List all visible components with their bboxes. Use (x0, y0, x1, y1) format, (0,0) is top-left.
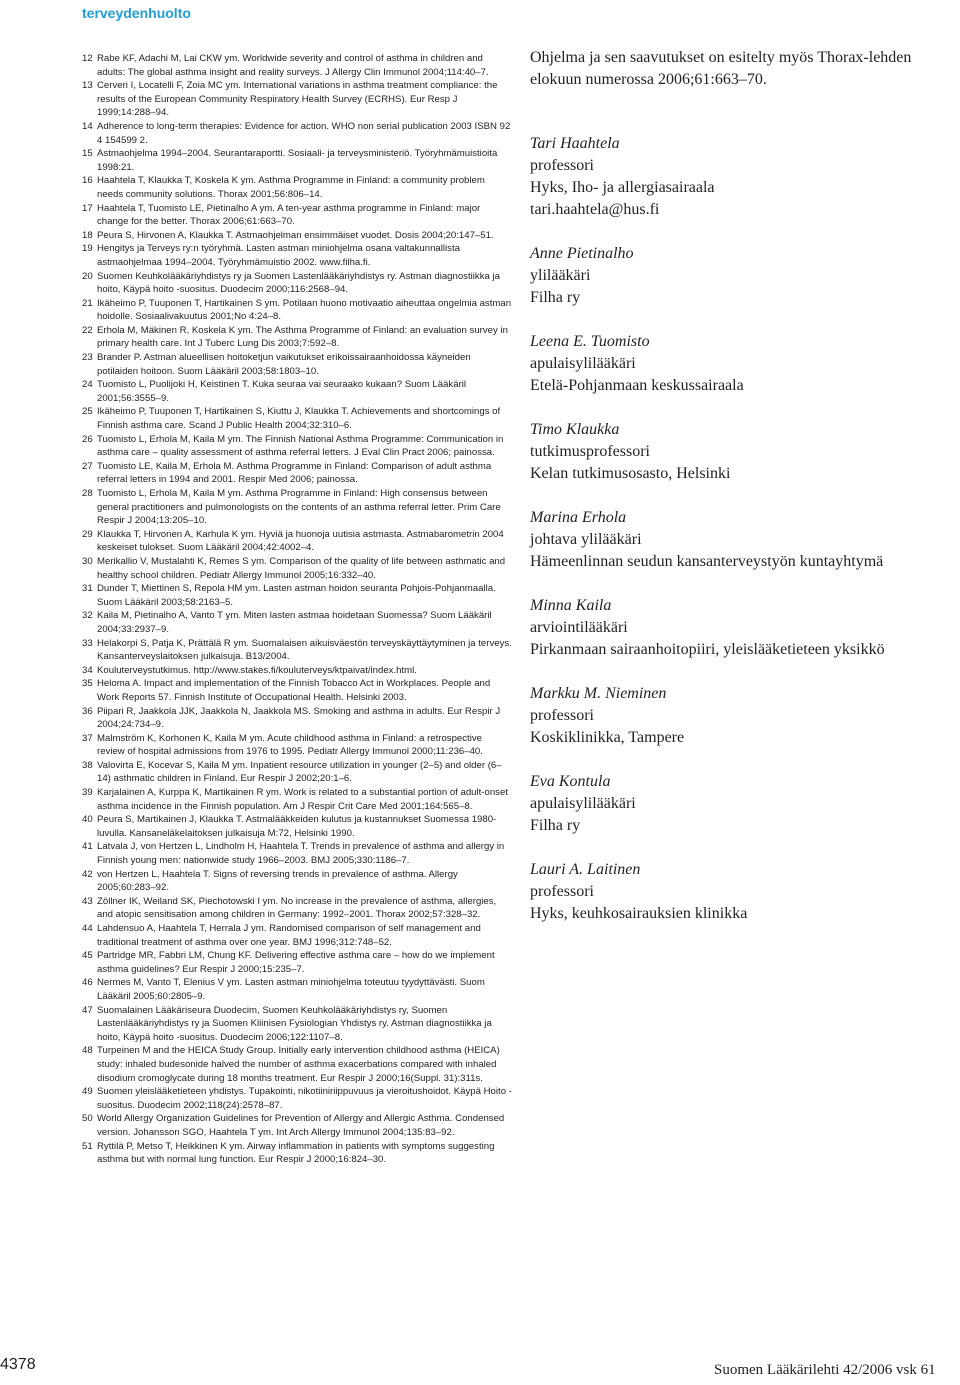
author-title: professori (530, 157, 594, 174)
reference-text: Peura S, Hirvonen A, Klaukka T. Astmaohjelman ensimmäiset vuodet. Dosis 2004;20:147–51. (97, 229, 494, 241)
reference-number: 15 (82, 148, 93, 160)
author-block (530, 683, 958, 749)
reference-number: 32 (82, 610, 93, 622)
reference-item (82, 351, 512, 378)
reference-number: 14 (82, 120, 93, 132)
reference-number: 21 (82, 297, 93, 309)
reference-text: Erhola M, Mäkinen R, Koskela K ym. The Asthma Programme of Finland: an evaluation survey in primary health care. Int J Tuberc Lung Dis 2003;7:592–8. (97, 324, 508, 350)
author-org: Pirkanmaan sairaanhoitopiiri, yleislääketieteen yksikkö (530, 641, 885, 658)
reference-number: 45 (82, 950, 93, 962)
reference-item (82, 460, 512, 487)
reference-item (82, 1085, 512, 1112)
reference-item (82, 1044, 512, 1085)
reference-text: Tuomisto L, Puolijoki H, Keistinen T. Kuka seuraa vai seuraako kukaan? Suom Lääkäril 2001;56:3555–9. (97, 379, 467, 404)
reference-item (82, 840, 512, 867)
author-title: apulaisylilääkäri (530, 795, 636, 812)
reference-text: Hengitys ja Terveys ry:n työryhmä. Lasten astman miniohjelma osana valtakunnallista astmaohjelmaa 1994–2004. Työryhmämuistio 2002. www.filha.fi. (97, 243, 460, 268)
reference-text: Astmaohjelma 1994–2004. Seurantaraportti. Sosiaali- ja terveysministeriö. Työryhmämuistioita 1998:21. (97, 148, 498, 173)
reference-text: Tuomisto L, Erhola M, Kaila M ym. The Finnish National Asthma Programme: Communication in asthma care – quality assessment of asthma referral letters. J Eval Clin Pract 2006; painossa. (97, 433, 504, 459)
reference-text: Nermes M, Vanto T, Elenius V ym. Lasten astman miniohjelma toteutuu tyydyttävästi. Suom Lääkäril 2005;60:2805–9. (97, 977, 485, 1002)
reference-number: 46 (82, 977, 93, 989)
reference-text: Ikäheimo P, Tuuponen T, Hartikainen S ym. Potilaan huono motivaatio aiheuttaa ongelmia astman hoidolle. Sosiaalivakuutus 2001;No 4:24–8. (97, 297, 512, 323)
reference-text: Tuomisto LE, Kaila M, Erhola M. Asthma Programme in Finland: Comparison of adult asthma referral letters in 1994 and 2001. Respir Med 2006; painossa. (97, 460, 492, 486)
author-org: Filha ry (530, 289, 581, 306)
reference-item (82, 120, 512, 147)
reference-number: 26 (82, 433, 93, 445)
reference-item (82, 976, 512, 1003)
author-org: Hämeenlinnan seudun kansanterveystyön kuntayhtymä (530, 553, 884, 570)
section-header: terveydenhuolto (82, 5, 191, 21)
reference-item (82, 324, 512, 351)
author-name: Leena E. Tuomisto (530, 333, 650, 350)
reference-number: 13 (82, 80, 93, 92)
reference-item (82, 609, 512, 636)
reference-number: 18 (82, 229, 93, 241)
author-title: apulaisylilääkäri (530, 355, 636, 372)
reference-number: 47 (82, 1004, 93, 1016)
author-title: professori (530, 883, 594, 900)
reference-text: Haahtela T, Klaukka T, Koskela K ym. Asthma Programme in Finland: a community problem needs community solutions. Thorax 2001;56:806–14. (97, 175, 485, 200)
reference-number: 35 (82, 678, 93, 690)
reference-item (82, 79, 512, 120)
reference-item (82, 555, 512, 582)
right-column (530, 47, 958, 947)
reference-number: 43 (82, 895, 93, 907)
reference-number: 41 (82, 841, 93, 853)
reference-number: 39 (82, 787, 93, 799)
reference-item (82, 949, 512, 976)
reference-text: Piipari R, Jaakkola JJK, Jaakkola N, Jaakkola MS. Smoking and asthma in adults. Eur Respir J 2004;24:734–9. (97, 705, 501, 731)
reference-item (82, 147, 512, 174)
reference-text: Haahtela T, Tuomisto LE, Pietinalho A ym. A ten-year asthma programme in Finland: major change for the better. Thorax 2006;61:663–70. (97, 202, 481, 228)
reference-number: 16 (82, 175, 93, 187)
reference-number: 36 (82, 705, 93, 717)
reference-text: Ryttilä P, Metso T, Heikkinen K ym. Airway inflammation in patients with symptoms suggesting asthma but with normal lung function. Eur Respir J 2000;16:824–30. (97, 1140, 495, 1166)
reference-item (82, 52, 512, 79)
reference-number: 24 (82, 379, 93, 391)
reference-number: 37 (82, 732, 93, 744)
author-org: Filha ry (530, 817, 581, 834)
reference-number: 28 (82, 488, 93, 499)
author-block (530, 859, 958, 925)
reference-number: 30 (82, 555, 93, 567)
reference-item (82, 433, 512, 460)
reference-text: Merikallio V, Mustalahti K, Remes S ym. Comparison of the quality of life between asthmatic and healthy school children. Pediatr Allergy Immunol 2005;16:332–40. (97, 555, 506, 581)
reference-text: Valovirta E, Kocevar S, Kaila M ym. Inpatient resource utilization in younger (2–5) and older (6–14) asthmatic children in Finland. Eur Respir J 2002;20:1–6. (97, 759, 502, 785)
reference-item (82, 637, 512, 664)
reference-item (82, 378, 512, 405)
author-title: professori (530, 707, 594, 724)
author-name: Minna Kaila (530, 597, 612, 614)
author-name: Marina Erhola (530, 509, 627, 526)
reference-item (82, 487, 512, 528)
reference-number: 22 (82, 324, 93, 336)
journal-footer: Suomen Lääkärilehti 42/2006 vsk 61 (714, 1362, 936, 1378)
author-block (530, 133, 958, 221)
reference-text: von Hertzen L, Haahtela T. Signs of reversing trends in prevalence of asthma. Allergy 2005;60:283–92. (97, 868, 458, 894)
reference-number: 48 (82, 1045, 93, 1057)
reference-number: 49 (82, 1086, 93, 1098)
reference-text: Tuomisto L, Erhola M, Kaila M ym. Asthma Programme in Finland: High consensus between general practitioners and pulmonologists on the contents of an asthma referral letter. Prim Care Respir J 2004;13:205–10. (97, 488, 501, 527)
author-block (530, 507, 958, 573)
author-org: Koskiklinikka, Tampere (530, 729, 685, 746)
reference-number: 51 (82, 1140, 93, 1152)
reference-item (82, 405, 512, 432)
reference-item (82, 582, 512, 609)
reference-number: 27 (82, 460, 93, 472)
reference-text: Kouluterveystutkimus. http://www.stakes.fi/kouluterveys/ktpaivat/index.html. (97, 664, 417, 676)
reference-text: Karjalainen A, Kurppa K, Martikainen R ym. Work is related to a substantial portion of adult-onset asthma incidence in the Finnish population. Am J Respir Crit Care Med 2001;164:565–8. (97, 787, 508, 812)
reference-number: 34 (82, 664, 93, 676)
reference-text: Cerveri I, Locatelli F, Zoia MC ym. International variations in asthma treatment compliance: the results of the European Community Respiratory Health Survey (ECRHS). Eur Resp J 1999;14:288–94. (97, 80, 498, 119)
reference-text: Suomen yleislääketieteen yhdistys. Tupakointi, nikotiiniriippuvuus ja vieroitushoidot. Käypä Hoito -suositus. Duodecim 2002;118(24):2578–87. (97, 1086, 512, 1111)
reference-item (82, 1140, 512, 1167)
reference-item (82, 813, 512, 840)
reference-text: Partridge MR, Fabbri LM, Chung KF. Delivering effective asthma care – how do we implement asthma guidelines? Eur Respir J 2000;15:235–7. (97, 950, 495, 975)
author-name: Tari Haahtela (530, 135, 620, 152)
reference-item (82, 297, 512, 324)
reference-item (82, 868, 512, 895)
reference-text: Suomen Keuhkolääkäriyhdistys ry ja Suomen Lastenlääkäriyhdistys ry. Astman diagnostiikka ja hoito, Käypä hoito -suositus. Duodecim 2000;116:2568–94. (97, 270, 500, 296)
author-name: Timo Klaukka (530, 421, 620, 438)
reference-number: 50 (82, 1113, 93, 1125)
reference-number: 19 (82, 243, 93, 255)
reference-text: Peura S, Martikainen J, Klaukka T. Astmalääkkeiden kulutus ja kustannukset Suomessa 1980-luvulla. Kansaneläkelaitoksen julkaisuja M:72, Helsinki 1990. (97, 814, 497, 839)
reference-item (82, 202, 512, 229)
reference-text: Turpeinen M and the HEICA Study Group. Initially early intervention childhood asthma (HEICA) study: inhaled budesonide halved the number of asthma exacerbations compared with inhaled disodium cromoglycate during 18 months treatment. Eur Respir J 2000;16(Suppl. 31):311s. (97, 1045, 500, 1084)
reference-item (82, 1112, 512, 1139)
author-list (530, 133, 958, 925)
reference-text: Heloma A. Impact and implementation of the Finnish Tobacco Act in Workplaces. People and Work Reports 57. Finnish Institute of Occupational Health. Helsinki 2003. (97, 678, 491, 703)
author-block (530, 419, 958, 485)
author-name: Lauri A. Laitinen (530, 861, 641, 878)
reference-text: Zöllner IK, Weiland SK, Piechotowski I ym. No increase in the prevalence of asthma, allergies, and atopic sensitisation among children in Germany: 1992–2001. Thorax 2002;57:328–32. (97, 895, 497, 921)
author-name: Eva Kontula (530, 773, 611, 790)
author-title: johtava ylilääkäri (530, 531, 642, 548)
reference-number: 40 (82, 814, 93, 826)
reference-item (82, 1004, 512, 1045)
reference-number: 12 (82, 53, 93, 64)
reference-text: Adherence to long-term therapies: Evidence for action. WHO non serial publication 2003 ISBN 92 4 154599 2. (97, 120, 511, 146)
reference-item (82, 664, 512, 678)
author-block (530, 595, 958, 661)
reference-list (82, 52, 512, 1167)
reference-item (82, 229, 512, 243)
reference-number: 29 (82, 528, 93, 540)
reference-text: Helakorpi S, Patja K, Prättälä R ym. Suomalaisen aikuisväestön terveyskäyttäytyminen ja terveys. Kansanterveyslaitoksen julkaisuja. B13/2004. (97, 637, 512, 663)
reference-number: 20 (82, 270, 93, 282)
reference-number: 38 (82, 759, 93, 771)
author-name: Anne Pietinalho (530, 245, 634, 262)
reference-number: 33 (82, 637, 93, 649)
reference-number: 23 (82, 352, 93, 364)
reference-item (82, 705, 512, 732)
author-block (530, 771, 958, 837)
reference-text: Malmström K, Korhonen K, Kaila M ym. Acute childhood asthma in Finland: a retrospective review of hospital admissions from 1976 to 1995. Pediatr Allergy Immunol 2000;11:236–40. (97, 732, 483, 758)
reference-text: Brander P. Astman alueellisen hoitoketjun vaikutukset erikoissairaanhoidossa käyneiden potilaiden hoitoon. Suom Lääkäril 2003;58:1803–10. (97, 352, 471, 377)
reference-item (82, 759, 512, 786)
page-number: 4378 (0, 1356, 36, 1373)
reference-item (82, 786, 512, 813)
reference-text: Rabe KF, Adachi M, Lai CKW ym. Worldwide severity and control of asthma in children and adults: The global asthma insight and reality surveys. J Allergy Clin Immunol 2004;114:40–7. (97, 53, 489, 78)
author-email: tari.haahtela@hus.fi (530, 201, 660, 218)
author-block (530, 331, 958, 397)
author-title: ylilääkäri (530, 267, 591, 284)
reference-number: 17 (82, 202, 93, 214)
reference-text: Klaukka T, Hirvonen A, Karhula K ym. Hyviä ja huonoja uutisia astmasta. Astmabarometrin 2004 keskeiset tulokset. Suom Lääkäril 2004;42:4002–4. (97, 528, 504, 554)
author-name: Markku M. Nieminen (530, 685, 667, 702)
reference-number: 44 (82, 923, 93, 934)
author-block (530, 243, 958, 309)
author-org: Hyks, Iho- ja allergiasairaala (530, 179, 715, 196)
reference-item (82, 528, 512, 555)
author-title: tutkimusprofessori (530, 443, 650, 460)
reference-text: Lahdensuo A, Haahtela T, Herrala J ym. Randomised comparison of self management and traditional treatment of asthma over one year. BMJ 1996;312:748–52. (97, 923, 481, 948)
reference-text: Kaila M, Pietinalho A, Vanto T ym. Miten lasten astmaa hoidetaan Suomessa? Suom Lääkäril 2004;33:2937–9. (97, 610, 492, 635)
reference-number: 25 (82, 406, 93, 418)
reference-number: 31 (82, 583, 93, 595)
reference-item (82, 895, 512, 922)
reference-item (82, 242, 512, 269)
author-org: Kelan tutkimusosasto, Helsinki (530, 465, 731, 482)
reference-item (82, 174, 512, 201)
reference-text: Ikäheimo P, Tuuponen T, Hartikainen S, Kiuttu J, Klaukka T. Achievements and shortcomings of Finnish asthma care. Scand J Public Health 2004;32:310–6. (97, 406, 501, 432)
reference-number: 42 (82, 868, 93, 880)
reference-item (82, 270, 512, 297)
intro-paragraph: Ohjelma ja sen saavutukset on esitelty myös Thorax-lehden elokuun numerossa 2006;61:663–70. (530, 49, 912, 88)
reference-text: Latvala J, von Hertzen L, Lindholm H, Haahtela T. Trends in prevalence of asthma and allergy in Finnish young men: nationwide study 1966–2003. BMJ 2005;330:1186–7. (97, 841, 505, 867)
reference-item (82, 732, 512, 759)
author-title: arviointilääkäri (530, 619, 628, 636)
reference-item (82, 922, 512, 949)
author-org: Etelä-Pohjanmaan keskussairaala (530, 377, 744, 394)
reference-text: Dunder T, Miettinen S, Repola HM ym. Lasten astman hoidon seuranta Pohjois-Pohjanmaalla. Suom Lääkäril 2003;58:2163–5. (97, 583, 496, 608)
reference-text: World Allergy Organization Guidelines for Prevention of Allergy and Allergic Asthma. Condensed version. Johansson SGO, Haahtela T ym. Int Arch Allergy Immunol 2004;135:83–92. (97, 1113, 505, 1138)
author-org: Hyks, keuhkosairauksien klinikka (530, 905, 748, 922)
reference-item (82, 677, 512, 704)
reference-text: Suomalainen Lääkäriseura Duodecim, Suomen Keuhkolääkäriyhdistys ry, Suomen Lastenlääkäriyhdistys ry ja Suomen Kliinisen Fysiologian Yhdistys ry. Astman diagnostiikka ja hoito, Käypä hoito -suositus. Duodecim 2006;122:1107–8. (97, 1004, 492, 1043)
